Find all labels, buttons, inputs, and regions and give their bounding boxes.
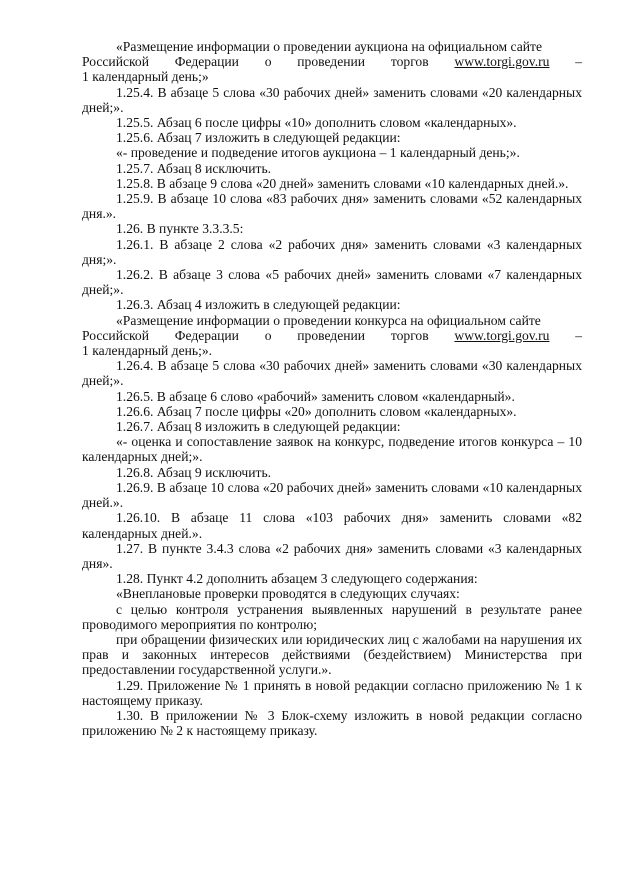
paragraph-text: Российской Федерации о проведении торгов — [82, 54, 429, 70]
paragraph-url-line — [82, 54, 582, 69]
paragraph: 1.25.9. В абзаце 10 слова «83 рабочих дня» заменить словами «52 календарных дня.». — [82, 191, 582, 222]
dash: – — [575, 54, 583, 70]
paragraph: 1.26.5. В абзаце 6 слово «рабочий» заменить словом «календарный». — [116, 388, 515, 404]
dash: – — [575, 327, 583, 343]
torgi-link[interactable]: www.torgi.gov.ru — [454, 327, 550, 343]
paragraph-url-line — [82, 328, 582, 343]
paragraph: «- оценка и сопоставление заявок на конкурс, подведение итогов конкурса – 10 календарных дней;». — [82, 434, 582, 465]
torgi-link[interactable]: www.torgi.gov.ru — [454, 54, 550, 70]
paragraph: 1.25.8. В абзаце 9 слова «20 дней» заменить словами «10 календарных дней.». — [116, 175, 569, 191]
paragraph: 1.26.3. Абзац 4 изложить в следующей редакции: — [116, 297, 401, 313]
paragraph: 1.26.1. В абзаце 2 слова «2 рабочих дня» заменить словами «3 календарных дня;». — [82, 236, 582, 267]
paragraph: 1.26.10. В абзаце 11 слова «103 рабочих дня» заменить словами «82 календарных дней.». — [82, 510, 582, 541]
paragraph: с целью контроля устранения выявленных нарушений в результате ранее проводимого мероприятия по контролю; — [82, 601, 582, 632]
paragraph: 1.26.8. Абзац 9 исключить. — [116, 464, 272, 480]
paragraph: 1.26. В пункте 3.3.3.5: — [116, 221, 244, 237]
paragraph: 1.26.4. В абзаце 5 слова «30 рабочих дней» заменить словами «30 календарных дней;». — [82, 358, 582, 389]
paragraph: 1.26.2. В абзаце 3 слова «5 рабочих дней» заменить словами «7 календарных дней;». — [82, 267, 582, 298]
paragraph: 1.25.6. Абзац 7 изложить в следующей редакции: — [116, 130, 401, 146]
paragraph: 1 календарный день;» — [82, 69, 209, 85]
paragraph: 1 календарный день;». — [82, 343, 213, 359]
paragraph: «- проведение и подведение итогов аукциона – 1 календарный день;». — [116, 145, 520, 161]
paragraph: «Размещение информации о проведении аукциона на официальном сайте — [116, 39, 542, 54]
paragraph: «Внеплановые проверки проводятся в следующих случаях: — [116, 586, 460, 602]
document-page — [82, 39, 582, 738]
paragraph: 1.26.6. Абзац 7 после цифры «20» дополнить словом «календарных». — [116, 403, 517, 419]
paragraph: 1.30. В приложении № 3 Блок-схему изложить в новой редакции согласно приложению № 2 к настоящему приказу. — [82, 707, 582, 739]
paragraph: «Размещение информации о проведении конкурса на официальном сайте — [116, 312, 541, 328]
paragraph: 1.25.7. Абзац 8 исключить. — [116, 160, 272, 176]
paragraph: при обращении физических или юридических лиц с жалобами на нарушения их прав и законных интересов действиями (бездействием) Министерства при предоставлении государственной услуги.». — [82, 631, 582, 678]
paragraph: 1.26.9. В абзаце 10 слова «20 рабочих дней» заменить словами «10 календарных дней.». — [82, 479, 582, 511]
paragraph: 1.28. Пункт 4.2 дополнить абзацем 3 следующего содержания: — [116, 571, 478, 587]
paragraph: 1.25.4. В абзаце 5 слова «30 рабочих дней» заменить словами «20 календарных дней;». — [82, 84, 582, 115]
paragraph: 1.25.5. Абзац 6 после цифры «10» дополнить словом «календарных». — [116, 115, 517, 131]
paragraph: 1.29. Приложение № 1 принять в новой редакции согласно приложению № 1 к настоящему приказу. — [82, 677, 582, 708]
paragraph: 1.27. В пункте 3.4.3 слова «2 рабочих дня» заменить словами «3 календарных дня». — [82, 540, 582, 571]
paragraph: 1.26.7. Абзац 8 изложить в следующей редакции: — [116, 419, 401, 435]
paragraph-text: Российской Федерации о проведении торгов — [82, 327, 429, 343]
